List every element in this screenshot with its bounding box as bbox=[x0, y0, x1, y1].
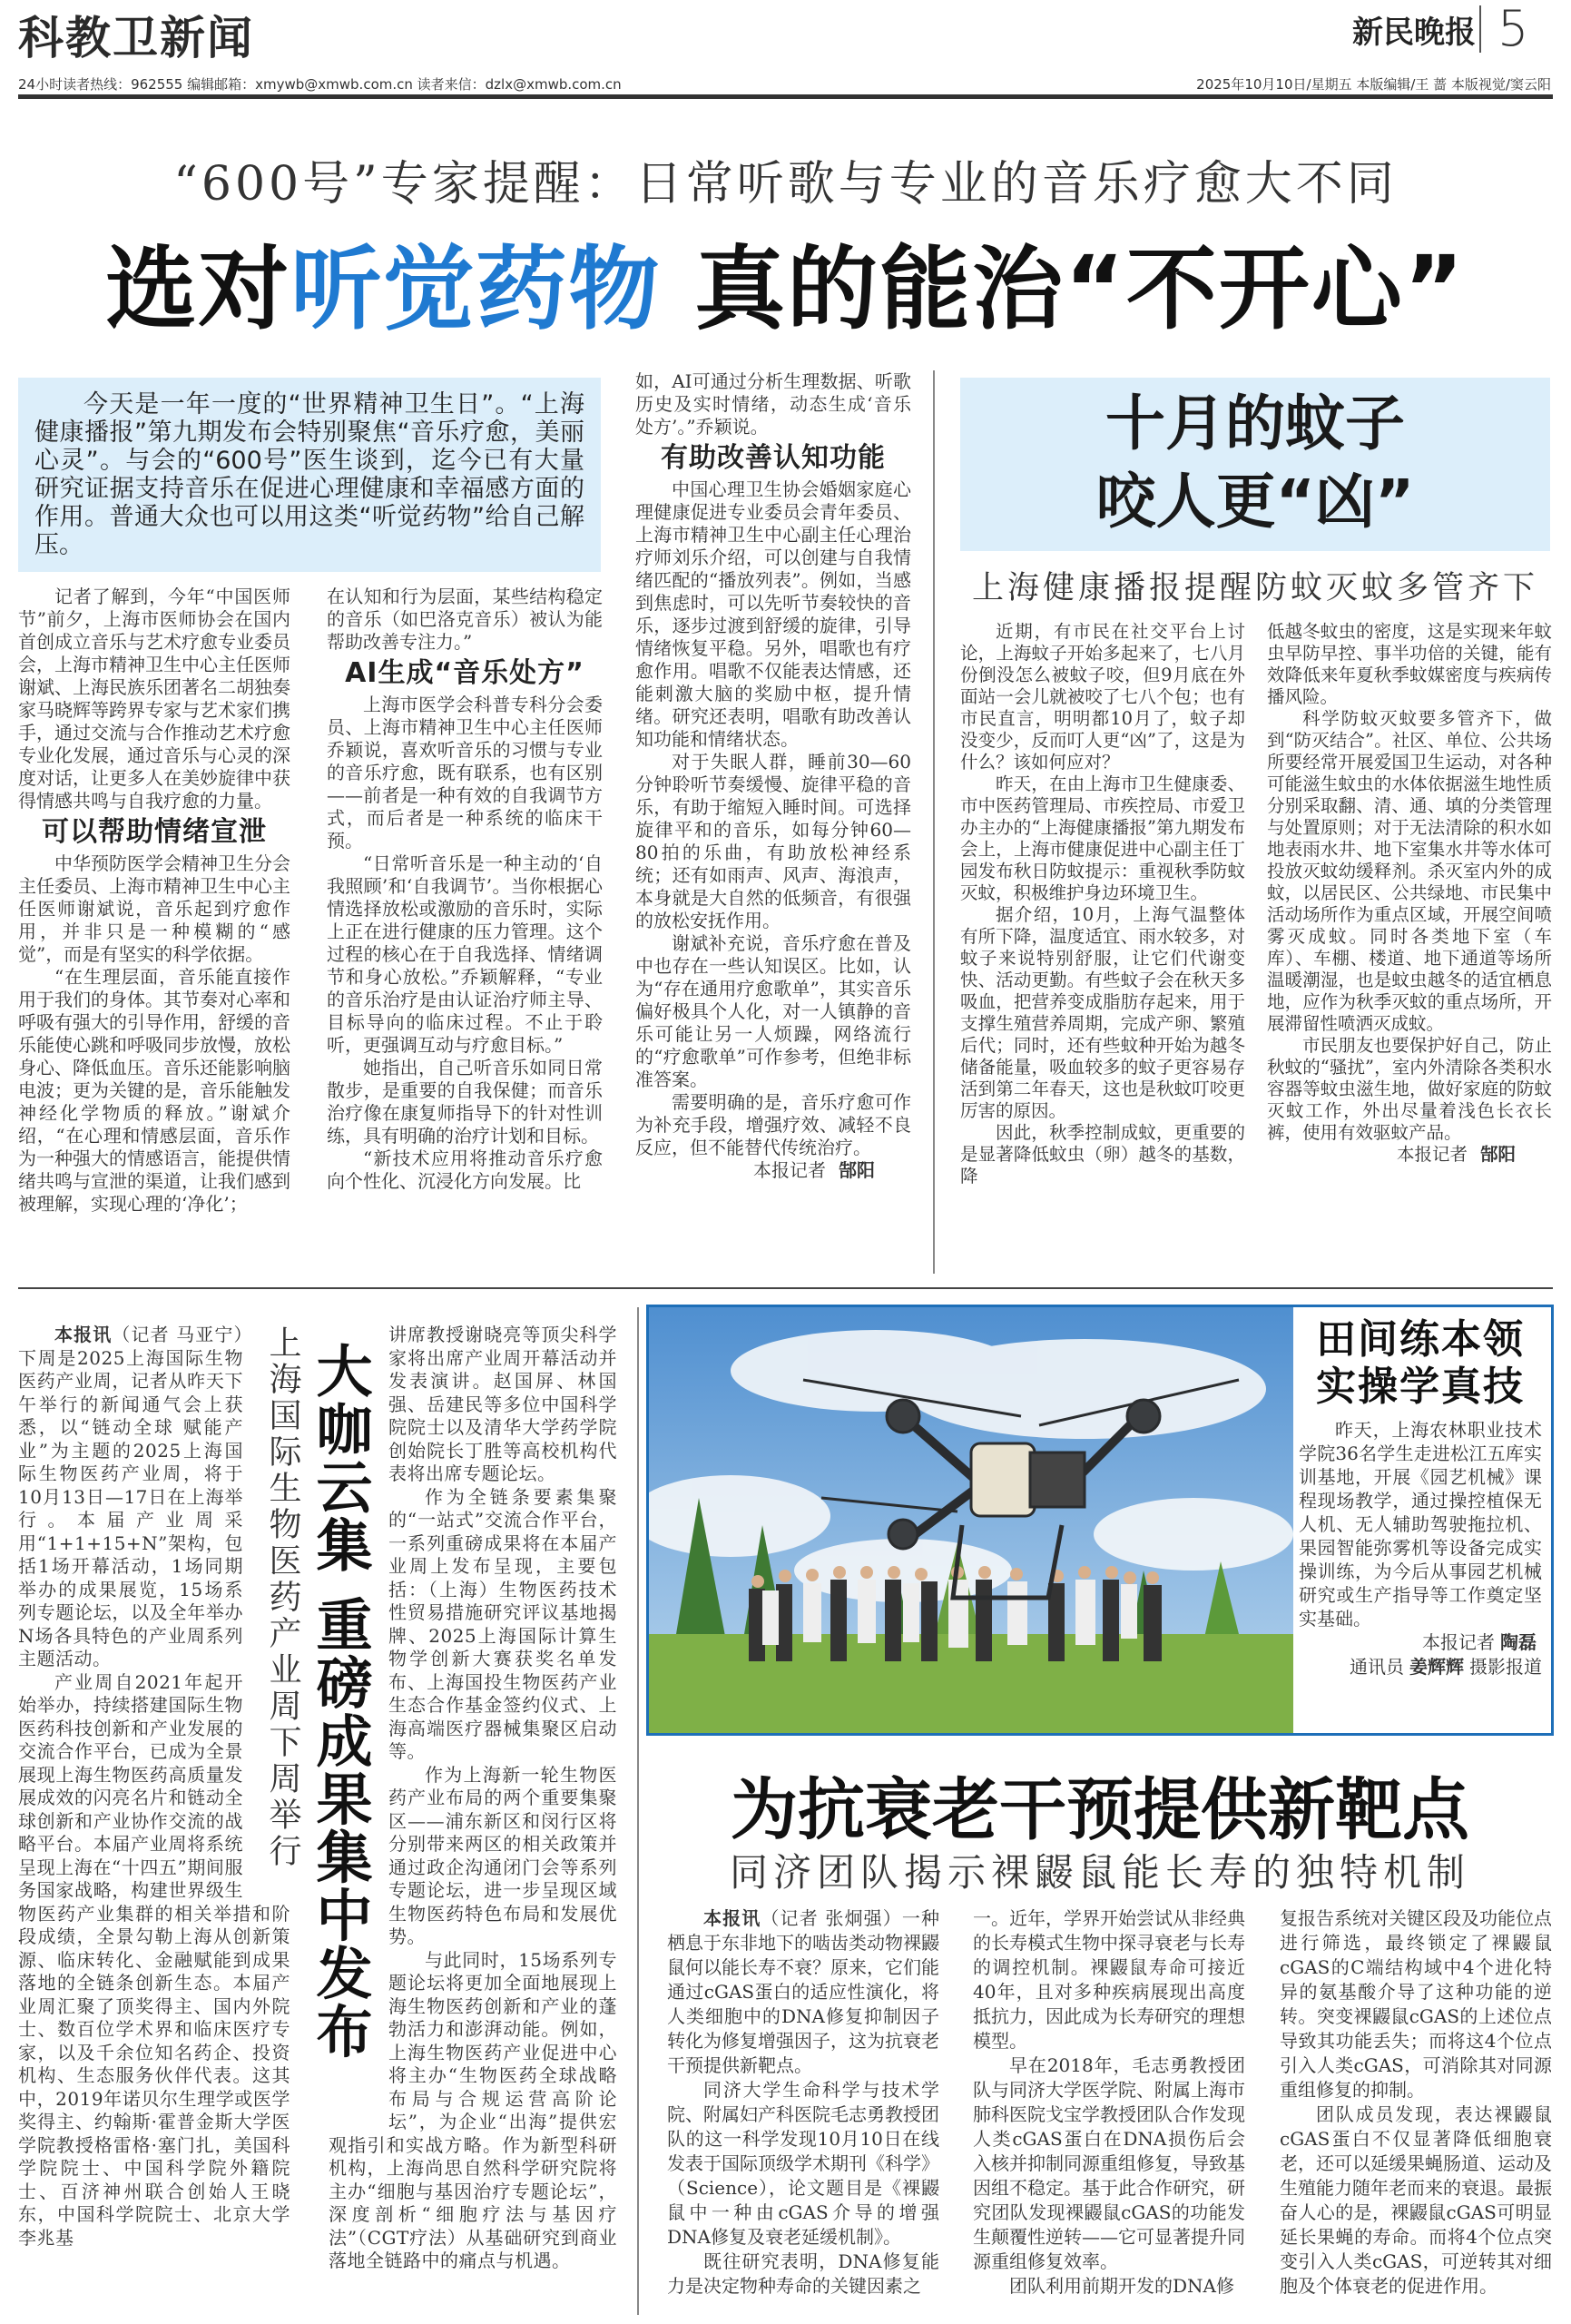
paragraph: 因此，秋季控制成蚊，更重要的是显著降低蚊虫（卵）越冬的基数，降 bbox=[960, 1122, 1245, 1187]
mosquito-column-1 bbox=[960, 621, 1245, 1187]
mosquito-title-line1: 十月的蚊子 bbox=[1105, 389, 1405, 458]
paragraph-text: （记者 张炯强）一种栖息于东非地下的啮齿类动物裸鼹鼠何以能长寿不衰？原来，它们能通过cGAS蛋白的适应性演化，将人类细胞中的DNA修复抑制因子转化为修复增强因子，这为抗衰老干预提供新靶点。 bbox=[667, 1907, 940, 2076]
lead-column-2 bbox=[327, 586, 603, 1193]
lead-column-1 bbox=[18, 586, 290, 1216]
byline-name: 郜阳 bbox=[1479, 1144, 1516, 1165]
paragraph: 低越冬蚊虫的密度，这是实现来年蚊虫早防早控、事半功倍的关键，能有效降低来年夏秋季蚊媒密度与疾病传播风险。 bbox=[1267, 621, 1552, 707]
paragraph: 同济大学生命科学与技术学院、附属妇产科医院毛志勇教授团队的这一科学发现10月10日在线发表于国际顶级学术期刊《科学》（Science），论文题目是《裸鼹鼠中一种由cGAS介导的增强DNA修复及衰老延缓机制》。 bbox=[667, 2079, 939, 2248]
headline-part: 真的能治“不开心” bbox=[661, 236, 1466, 342]
paragraph: 讲席教授谢晓亮等顶尖科学家将出席产业周开幕活动并发表演讲。赵国屏、林国强、岳建民等多位中国科学院院士以及清华大学药学院创始院长丁胜等高校机构代表将出席专题论坛。 bbox=[388, 1324, 617, 1484]
paragraph: “新技术应用将推动音乐疗愈向个性化、沉浸化方向发展。比 bbox=[327, 1147, 603, 1192]
text-wrap-spacer bbox=[329, 1324, 388, 2122]
paragraph: 昨天，在由上海市卫生健康委、市中医药管理局、市疾控局、市爱卫办主办的“上海健康播报”第九期发布会上，上海市健康促进中心副主任丁园发布秋日防蚊提示：重视秋季防蚊灭蚊，积极维护身边环境卫生。 bbox=[960, 773, 1245, 903]
lead-paragraph bbox=[667, 1906, 939, 2078]
headline-part: 选对 bbox=[105, 236, 291, 342]
photo-title-line2: 实操学真技 bbox=[1316, 1364, 1525, 1410]
headline-highlight: 听觉药物 bbox=[290, 236, 662, 342]
dateline: 本报讯 bbox=[54, 1324, 113, 1345]
paragraph: 需要明确的是，音乐疗愈可作为补充手段，增强疗效、减轻不良反应，但不能替代传统治疗。 bbox=[635, 1091, 911, 1158]
column-divider bbox=[933, 370, 935, 1274]
paragraph: 谢斌补充说，音乐疗愈在普及中也存在一些认知误区。比如，认为“存在通用疗愈歌单”，其实音乐偏好极具个人化，对一人镇静的音乐可能让另一人烦躁，网络流行的“疗愈歌单”可作参考，但绝非标准答案。 bbox=[635, 932, 911, 1090]
biomed-vertical-headline: 大咖云集 重磅成果集中发布 bbox=[307, 1342, 373, 2061]
paragraph: 上海市医学会科普专科分会委员、上海市精神卫生中心主任医师乔颖说，喜欢听音乐的习惯与专业的音乐疗愈，既有联系，也有区别——前者是一种有效的自我调节方式，而后者是一种系统的临床干预。 bbox=[327, 694, 603, 852]
lead-kicker: “600号”专家提醒：日常听歌与专业的音乐疗愈大不同 bbox=[173, 157, 1398, 212]
photo-caption-panel bbox=[1299, 1316, 1542, 1679]
column-divider bbox=[637, 1307, 639, 2315]
paragraph: 早在2018年，毛志勇教授团队与同济大学医学院、附属上海市肺科医院戈宝学教授团队合作发现人类cGAS蛋白在DNA损伤后会入核并抑制同源重组修复，导致基因组不稳定。基于此合作研究，研究团队发现裸鼹鼠cGAS的功能发生颠覆性逆转——它可显著提升同源重组修复效率。 bbox=[973, 2054, 1245, 2272]
paragraph: 在认知和行为层面，某些结构稳定的音乐（如巴洛克音乐）被认为能帮助改善专注力。” bbox=[327, 586, 603, 653]
paragraph: 产业周自2021年起开始举办，持续搭建国际生物医药科技创新和产业发展的交流合作平台，已成为全景展现上海生物医药高质量发展成效的闪亮名片和链动全球创新和产业协作交流的战略平台。本届产业周将系统呈现上海在“十四五”期间服务国家战略，构建世界级生物医药产业集群的相关举措和阶段成绩，全景勾勒上海从创新策源、临床转化、金融赋能到成果落地的全链条创新生态。本届产业周汇聚了顶奖得主、国内外院士、数百位学术界和临床医疗专家，以及千余位知名药企、投资机构、生态服务伙伴代表。这其中，2019年诺贝尔生理学或医学奖得主、约翰斯·霍普金斯大学医学院教授格雷格·塞门扎，美国科学院院士、中国科学院外籍院士、百济神州联合创始人王晓东，中国科学院院士、北京大学李兆基 bbox=[18, 1670, 290, 2249]
aging-column-3 bbox=[1280, 1906, 1552, 2299]
byline bbox=[635, 1159, 911, 1182]
mosquito-column-2 bbox=[1267, 621, 1552, 1166]
paragraph: 如，AI可通过分析生理数据、听歌历史及实时情绪，动态生成‘音乐处方’。”乔颖说。 bbox=[635, 370, 911, 438]
byline-label: 本报记者 bbox=[1422, 1631, 1495, 1653]
paragraph: 近期，有市民在社交平台上讨论，上海蚊子开始多起来了，七八月份倒没怎么被蚊子咬，但9月底在外面站一会儿就被咬了七八个包；也有市民直言，明明都10月了，蚊子却没变少，反而叮人更“凶”了，这是为什么？该如何应对？ bbox=[960, 621, 1245, 773]
divider bbox=[1479, 5, 1481, 53]
paragraph: “日常听音乐是一种主动的‘自我照顾’和‘自我调节’。当你根据心情选择放松或激励的音乐时，实际上正在进行健康的压力管理。这个过程的核心在于自我选择、情绪调节和身心放松。”乔颖解释，“专业的音乐治疗是由认证治疗师主导、目标导向的临床过程。不止于聆听，更强调互动与疗愈目标。” bbox=[327, 852, 603, 1056]
section-title: 科教卫新闻 bbox=[18, 12, 254, 64]
aging-subtitle: 同济团队揭示裸鼹鼠能长寿的独特机制 bbox=[729, 1850, 1470, 1895]
aging-headline: 为抗衰老干预提供新靶点 bbox=[731, 1771, 1469, 1849]
paragraph: 她指出，自己听音乐如同日常散步，是重要的自我保健；而音乐治疗像在康复师指导下的针对性训练，具有明确的治疗计划和目标。 bbox=[327, 1057, 603, 1147]
paragraph: 市民朋友也要保护好自己，防止秋蚊的“骚扰”，室内外清除各类积水容器等蚊虫滋生地，做好家庭的防蚊灭蚊工作，外出尽量着浅色长衣长裤，使用有效驱蚊产品。 bbox=[1267, 1035, 1552, 1143]
photo-byline-reporter bbox=[1299, 1630, 1542, 1655]
mosquito-title-line2: 咬人更“凶” bbox=[1095, 467, 1415, 537]
lead-headline bbox=[0, 216, 1571, 347]
paragraph: 对于失眠人群，睡前30—60分钟聆听节奏缓慢、旋律平稳的音乐，有助于缩短入睡时间。可选择旋律平和的音乐，如每分钟60—80拍的乐曲，有助放松神经系统；还有如雨声、风声、海浪声，本身就是大自然的低频音，有很强的放松安抚作用。 bbox=[635, 751, 911, 931]
credit-suffix: 摄影报道 bbox=[1469, 1656, 1542, 1678]
date-editor-line: 2025年10月10日/星期五 本版编辑/王 蔷 本版视觉/窦云阳 bbox=[1196, 76, 1551, 93]
dateline: 本报讯 bbox=[703, 1907, 761, 1929]
biomed-column-1 bbox=[18, 1324, 290, 2250]
section-rule bbox=[18, 1287, 1553, 1289]
aging-column-2 bbox=[973, 1906, 1245, 2299]
biomed-column-2 bbox=[329, 1324, 617, 2273]
page-number: 5 bbox=[1497, 0, 1529, 57]
paragraph: “在生理层面，音乐能直接作用于我们的身体。其节奏对心率和呼吸有强大的引导作用，舒缓的音乐能使心跳和呼吸同步放慢，放松身心、降低血压。音乐还能影响脑电波；更为关键的是，音乐能触发神经化学物质的释放。”谢斌介绍，“在心理和情感层面，音乐作为一种强大的情感语言，能提供情绪共鸣与宣泄的渠道，让我们感到被理解，实现心理的‘净化’； bbox=[18, 966, 290, 1215]
paragraph: 中华预防医学会精神卫生分会主任委员、上海市精神卫生中心主任医师谢斌说，音乐起到疗愈作用，并非只是一种模糊的“感觉”，而是有坚实的科学依据。 bbox=[18, 852, 290, 965]
paragraph: 中国心理卫生协会婚姻家庭心理健康促进专业委员会青年委员、上海市精神卫生中心副主任心理治疗师刘乐介绍，可以创建与自我情绪匹配的“播放列表”。例如，当感到焦虑时，可以先听节奏较快的音乐，逐步过渡到舒缓的旋律，引导情绪恢复平稳。另外，唱歌也有疗愈作用。唱歌不仅能表达情感，还能刺激大脑的奖励中枢，提升情绪。研究还表明，唱歌有助改善认知功能和情绪状态。 bbox=[635, 478, 911, 750]
subheading: 可以帮助情绪宣泄 bbox=[42, 816, 267, 848]
paragraph: 科学防蚊灭蚊要多管齐下，做到“防灭结合”。社区、单位、公共场所要经常开展爱国卫生运动，对各种可能滋生蚊虫的水体依据滋生地性质分别采取翻、清、通、填的分类管理与处置原则；对于无法清除的积水如地表雨水井、地下室集水井等水体可投放灭蚊幼缓释剂。杀灭室内外的成蚊，以居民区、公共绿地、市民集中活动场所作为重点区域，开展空间喷雾灭成蚊。同时各类地下室（车库）、车棚、楼道、地下通道等场所温暖潮湿，也是蚊虫越冬的适宜栖息地，应作为秋季灭蚊的重点场所，开展滞留性喷洒灭成蚊。 bbox=[1267, 708, 1552, 1034]
lead-intro-box: 今天是一年一度的“世界精神卫生日”。“上海健康播报”第九期发布会特别聚焦“音乐疗愈，美丽心灵”。与会的“600号”医生谈到，迄今已有大量研究证据支持音乐在促进心理健康和幸福感方面的作用。普通大众也可以用这类“听觉药物”给自己解压。 bbox=[18, 378, 601, 572]
aging-column-1 bbox=[667, 1906, 939, 2299]
paragraph: 作为全链条要素集聚的“一站式”交流合作平台，一系列重磅成果将在本届产业周上发布呈现，主要包括：（上海）生物医药技术性贸易措施研究评议基地揭牌、2025上海国际计算生物学创新大赛获奖名单发布、上海国投生物医药产业生态合作基金签约仪式、上海高端医疗器械集聚区启动等。 bbox=[388, 1485, 617, 1762]
photo-byline-correspondent bbox=[1299, 1655, 1542, 1679]
lead-column-3 bbox=[635, 370, 911, 1182]
mosquito-title-box bbox=[960, 378, 1550, 551]
subheading: AI生成“音乐处方” bbox=[345, 657, 584, 689]
byline-label: 通讯员 bbox=[1350, 1656, 1404, 1678]
paragraph: 团队成员发现，表达裸鼹鼠cGAS蛋白不仅显著降低细胞衰老，还可以延缓果蝇肠道、运动及生殖能力随年老而来的衰退。最振奋人心的是，裸鼹鼠cGAS可明显延长果蝇的寿命。而将4个位点突变引入人类cGAS，可逆转其对细胞及个体衰老的促进作用。 bbox=[1280, 2103, 1552, 2297]
paragraph: 既往研究表明，DNA修复能力是决定物种寿命的关键因素之 bbox=[667, 2250, 939, 2297]
byline-label: 本报记者 bbox=[753, 1159, 826, 1181]
masthead-rule bbox=[18, 94, 1553, 99]
byline-name: 姜辉辉 bbox=[1409, 1656, 1464, 1678]
photo-title-line1: 田间练本领 bbox=[1316, 1316, 1525, 1363]
photo-caption: 昨天，上海农林职业技术学院36名学生走进松江五库实训基地，开展《园艺机械》课程现场教学，通过操控植保无人机、无人辅助驾驶拖拉机、果园智能弥雾机等设备完成实操训练，为今后从事园艺机械研究或生产指导等工作奠定坚实基础。 bbox=[1299, 1419, 1542, 1630]
paragraph-text: （记者 马亚宁）下周是2025上海国际生物医药产业周，记者从昨天下午举行的新闻通气会上获悉，以“链动全球 赋能产业”为主题的2025上海国际生物医药产业周，将于10月13日—17日在上海举行。本届产业周采用“1+1+15+N”架构，包括1场开幕活动，1场同期举办的成果展览，15场系列专题论坛，以及全年举办N场各具特色的产业周系列主题活动。 bbox=[18, 1324, 243, 1669]
paragraph: 据介绍，10月，上海气温整体有所下降，温度适宜、雨水较多，对蚊子来说特别舒服，让它们代谢变快、活动更勤。有些蚊子会在秋天多吸血，把营养变成脂肪存起来，用于支撑生殖营养周期，完成产卵、繁殖后代；同时，还有些蚊种开始为越冬储备能量，吸血较多的蚊子更容易存活到第二年春天，这也是秋蚊叮咬更厉害的原因。 bbox=[960, 904, 1245, 1121]
contact-line: 24小时读者热线：962555 编辑邮箱：xmywb@xmwb.com.cn 读者来信：dzlx@xmwb.com.cn bbox=[18, 76, 622, 93]
byline bbox=[1267, 1144, 1552, 1166]
byline-name: 陶磊 bbox=[1500, 1631, 1537, 1653]
subheading: 有助改善认知功能 bbox=[661, 442, 886, 474]
photo-story-frame bbox=[646, 1305, 1554, 1736]
paragraph: 团队利用前期开发的DNA修 bbox=[1009, 2275, 1234, 2297]
paragraph: 与此同时，15场系列专题论坛将更加全面地展现上海生物医药创新和产业的蓬勃活力和澎湃动能。例如，上海生物医药产业促进中心将主办“生物医药全球战略布局与合规运营高阶论坛”，为企业“出海”提供宏观指引和实战方略。作为新型科研机构，上海尚思自然科学研究院将主办“细胞与基因治疗专题论坛”，深度剖析“细胞疗法与基因疗法”（CGT疗法）从基础研究到商业落地全链路中的痛点与机遇。 bbox=[329, 1948, 617, 2271]
paragraph: 复报告系统对关键区段及功能位点进行筛选，最终锁定了裸鼹鼠cGAS的C端结构域中4个进化特异的氨基酸介导了这种功能的逆转。突变裸鼹鼠cGAS的上述位点导致其功能丢失；而将这4个位点引入人类cGAS，可消除其对同源重组修复的抑制。 bbox=[1280, 1907, 1552, 2101]
byline-name: 郜阳 bbox=[839, 1159, 875, 1181]
paragraph: 作为上海新一轮生物医药产业布局的两个重要集聚区——浦东新区和闵行区将分别带来两区的相关政策并通过政企沟通闭门会等系列专题论坛，进一步呈现区域生物医药特色布局和发展优势。 bbox=[388, 1763, 617, 1947]
byline-label: 本报记者 bbox=[1396, 1144, 1468, 1165]
biomed-vertical-subtitle: 上海国际生物医药产业周下周举行 bbox=[264, 1325, 301, 1870]
drone-training-photo bbox=[649, 1307, 1293, 1733]
paragraph: 一。近年，学界开始尝试从非经典的长寿模式生物中探寻衰老与长寿的调控机制。裸鼹鼠寿命可接近40年，且对多种疾病展现出高度抵抗力，因此成为长寿研究的理想模型。 bbox=[973, 1907, 1245, 2052]
mosquito-subtitle: 上海健康播报提醒防蚊灭蚊多管齐下 bbox=[971, 570, 1538, 606]
paragraph: 记者了解到，今年“中国医师节”前夕，上海市医师协会在国内首创成立音乐与艺术疗愈专业委员会，上海市精神卫生中心主任医师谢斌、上海民族乐团著名二胡独奏家马晓辉等跨界专家与艺术家们携手，通过交流与合作推动艺术疗愈专业化发展，通过音乐与心灵的深度对话，让更多人在美妙旋律中获得情感共鸣与自我疗愈的力量。 bbox=[18, 586, 290, 812]
newspaper-logo: 新民晚报 bbox=[1352, 15, 1476, 51]
